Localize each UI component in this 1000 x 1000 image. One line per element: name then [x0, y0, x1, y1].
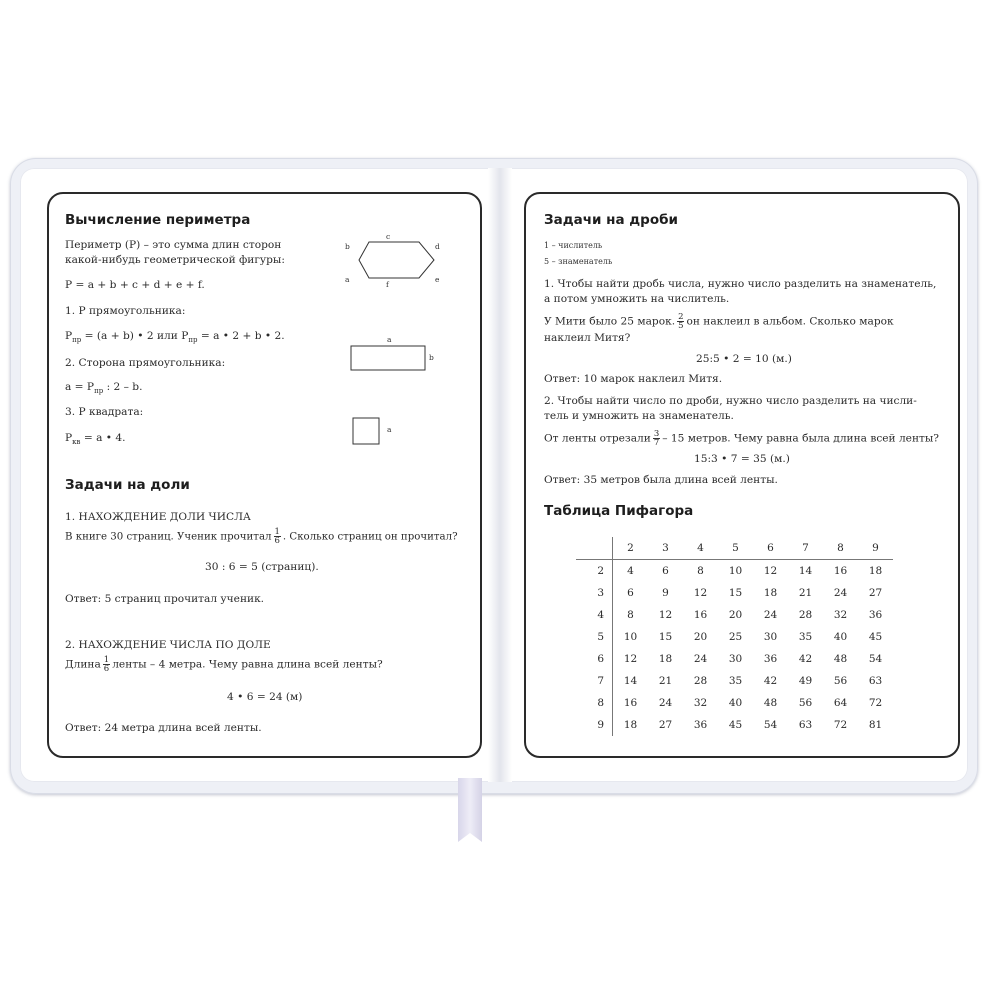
pythagoras-row [576, 714, 893, 736]
pythagoras-cell: 56 [833, 675, 848, 687]
pythagoras-column-header: 9 [858, 537, 893, 560]
denominator-note: 5 – знаменатель [544, 257, 613, 266]
pythagoras-cell: 30 [763, 631, 778, 643]
pythagoras-row-header: 2 [576, 560, 613, 583]
shares-part2-answer: Ответ: 24 метра длина всей ленты. [65, 722, 262, 734]
pythagoras-row-header: 8 [576, 692, 613, 714]
pythagoras-row [576, 604, 893, 626]
rule1-line2: а потом умножить на числитель. [544, 293, 730, 305]
perimeter-definition-line2: какой-нибудь геометрической фигуры: [65, 254, 285, 266]
pythagoras-cell: 20 [693, 631, 708, 643]
pythagoras-cell: 6 [662, 565, 669, 577]
fraction-one-sixth: $\frac{1}{6}$ [274, 527, 280, 546]
pythagoras-cell: 32 [693, 697, 708, 709]
pythagoras-cell: 32 [833, 609, 848, 621]
pythagoras-cell: 12 [763, 565, 778, 577]
pythagoras-cell: 24 [833, 587, 848, 599]
pythagoras-cell: 81 [868, 719, 883, 731]
pythagoras-cell: 18 [868, 565, 883, 577]
pythagoras-cell: 10 [728, 565, 743, 577]
square-label-a: a [387, 425, 392, 434]
fraction-two-fifths: $\frac{2}{5}$ [678, 312, 684, 331]
pythagoras-cell: 27 [868, 587, 883, 599]
side-formula: $a = P_{пр}$ : 2 – b. [65, 381, 143, 396]
pythagoras-cell: 48 [763, 697, 778, 709]
pythagoras-row-header: 5 [576, 626, 613, 648]
rule1-line1: 1. Чтобы найти дробь числа, нужно число разделить на знаменатель, [544, 278, 937, 290]
pythagoras-cell: 56 [798, 697, 813, 709]
pythagoras-cell: 48 [833, 653, 848, 665]
rule2-line2: тель и умножить на знаменатель. [544, 410, 734, 422]
rect-label-a: a [387, 335, 392, 344]
pythagoras-cell: 21 [798, 587, 813, 599]
pythagoras-cell: 27 [658, 719, 673, 731]
pythagoras-cell: 24 [693, 653, 708, 665]
rect-label-b: b [429, 353, 434, 362]
pythagoras-cell: 15 [728, 587, 743, 599]
pythagoras-cell: 9 [662, 587, 669, 599]
pythagoras-cell: 28 [693, 675, 708, 687]
rule2-line1: 2. Чтобы найти число по дроби, нужно число разделить на числи- [544, 395, 917, 407]
pythagoras-row-header: 7 [576, 670, 613, 692]
pythagoras-cell: 8 [627, 609, 634, 621]
hexagon-diagram [339, 230, 444, 288]
task1-answer: Ответ: 10 марок наклеил Митя. [544, 373, 723, 385]
pythagoras-cell: 54 [868, 653, 883, 665]
perimeter-definition-line1: Периметр (P) – это сумма длин сторон [65, 239, 282, 251]
side-heading: 2. Сторона прямоугольника: [65, 357, 226, 369]
pythagoras-column-header: 2 [613, 537, 649, 560]
pythagoras-cell: 4 [627, 565, 634, 577]
pythagoras-cell: 16 [693, 609, 708, 621]
pythagoras-cell: 42 [798, 653, 813, 665]
rectangle-diagram [349, 344, 429, 374]
perimeter-title: Вычисление периметра [65, 212, 251, 228]
square-heading: 3. P квадрата: [65, 406, 144, 418]
pythagoras-row [576, 560, 893, 583]
hex-label-d: d [435, 242, 440, 251]
pythagoras-cell: 8 [697, 565, 704, 577]
pythagoras-cell: 72 [868, 697, 883, 709]
shares-part2-calc: 4 • 6 = 24 (м) [227, 691, 303, 703]
pythagoras-cell: 25 [728, 631, 743, 643]
pythagoras-cell: 6 [627, 587, 634, 599]
pythagoras-column-header: 4 [683, 537, 718, 560]
shares-part1-calc: 30 : 6 = 5 (страниц). [205, 561, 319, 573]
pythagoras-cell: 15 [658, 631, 673, 643]
pythagoras-row [576, 626, 893, 648]
pythagoras-cell: 49 [798, 675, 813, 687]
pythagoras-row-header: 9 [576, 714, 613, 736]
pythagoras-cell: 10 [623, 631, 638, 643]
perimeter-formula: P = a + b + c + d + e + f. [65, 279, 205, 291]
task2-line1: От ленты отрезали $\frac{3}{7}$ – 15 метров. Чему равна была длина всей ленты? [544, 429, 939, 448]
pythagoras-row-header: 3 [576, 582, 613, 604]
pythagoras-cell: 40 [833, 631, 848, 643]
pythagoras-cell: 16 [623, 697, 638, 709]
numerator-note: 1 – числитель [544, 241, 603, 250]
pythagoras-row [576, 648, 893, 670]
pythagoras-corner [576, 537, 613, 560]
shares-part1-heading: 1. НАХОЖДЕНИЕ ДОЛИ ЧИСЛА [65, 511, 251, 523]
rectangle-heading: 1. P прямоугольника: [65, 305, 186, 317]
pythagoras-cell: 16 [833, 565, 848, 577]
hexagon-shape [359, 242, 434, 278]
pythagoras-cell: 21 [658, 675, 673, 687]
hex-label-a: a [345, 275, 350, 284]
pythagoras-cell: 12 [693, 587, 708, 599]
pythagoras-grid [576, 537, 893, 736]
pythagoras-column-header: 6 [753, 537, 788, 560]
pythagoras-cell: 42 [763, 675, 778, 687]
pythagoras-cell: 18 [763, 587, 778, 599]
pythagoras-column-header: 7 [788, 537, 823, 560]
pythagoras-cell: 28 [798, 609, 813, 621]
shares-title: Задачи на доли [65, 477, 190, 493]
task2-answer: Ответ: 35 метров была длина всей ленты. [544, 474, 778, 486]
pythagoras-cell: 35 [728, 675, 743, 687]
pythagoras-cell: 63 [868, 675, 883, 687]
pythagoras-cell: 45 [728, 719, 743, 731]
pythagoras-column-header: 8 [823, 537, 858, 560]
pythagoras-cell: 20 [728, 609, 743, 621]
fractions-title: Задачи на дроби [544, 212, 679, 228]
shares-part1-task: В книге 30 страниц. Ученик прочитал $\frac{1}{6}$ . Сколько страниц он прочитал? [65, 527, 458, 546]
pythagoras-cell: 14 [798, 565, 813, 577]
shares-part2-heading: 2. НАХОЖДЕНИЕ ЧИСЛА ПО ДОЛЕ [65, 639, 271, 651]
pythagoras-cell: 36 [763, 653, 778, 665]
task1-calc: 25:5 • 2 = 10 (м.) [696, 353, 792, 365]
pythagoras-cell: 40 [728, 697, 743, 709]
pythagoras-row-header: 4 [576, 604, 613, 626]
pythagoras-cell: 18 [623, 719, 638, 731]
hex-label-b: b [345, 242, 350, 251]
pythagoras-cell: 63 [798, 719, 813, 731]
pythagoras-table [576, 537, 893, 736]
pythagoras-cell: 45 [868, 631, 883, 643]
rectangle-formula: $P_{пр} = (a + b)$ • 2 или $P_{пр} = a$ • 2 + b • 2. [65, 330, 285, 345]
pythagoras-row [576, 670, 893, 692]
pythagoras-cell: 36 [693, 719, 708, 731]
fraction-one-sixth-2: $\frac{1}{6}$ [103, 655, 110, 674]
pythagoras-cell: 64 [833, 697, 848, 709]
square-diagram [351, 416, 383, 448]
pythagoras-cell: 30 [728, 653, 743, 665]
pythagoras-header-row [576, 537, 893, 560]
pythagoras-row [576, 582, 893, 604]
shares-part1-answer: Ответ: 5 страниц прочитал ученик. [65, 593, 265, 605]
pythagoras-column-header: 3 [648, 537, 683, 560]
hex-label-e: e [435, 275, 440, 284]
pythagoras-row [576, 692, 893, 714]
square-shape [353, 418, 379, 444]
task2-calc: 15:3 • 7 = 35 (м.) [694, 453, 790, 465]
pythagoras-cell: 36 [868, 609, 883, 621]
pythagoras-cell: 24 [658, 697, 673, 709]
pythagoras-title: Таблица Пифагора [544, 503, 694, 519]
page-gutter [488, 168, 512, 782]
pythagoras-cell: 24 [763, 609, 778, 621]
pythagoras-cell: 54 [763, 719, 778, 731]
square-formula: $P_{кв} = a$ • 4. [65, 432, 126, 447]
pythagoras-cell: 14 [623, 675, 638, 687]
hex-label-f: f [386, 280, 389, 289]
bookmark-ribbon[interactable] [458, 778, 482, 842]
pythagoras-column-header: 5 [718, 537, 753, 560]
shares-part2-task: Длина $\frac{1}{6}$ ленты – 4 метра. Чему равна длина всей ленты? [65, 655, 383, 674]
pythagoras-cell: 72 [833, 719, 848, 731]
pythagoras-cell: 18 [658, 653, 673, 665]
pythagoras-cell: 12 [658, 609, 673, 621]
pythagoras-cell: 12 [623, 653, 638, 665]
left-page-panel [47, 192, 482, 758]
task1-line2: наклеил Митя? [544, 332, 631, 344]
right-page-panel [524, 192, 960, 758]
task1-line1: У Мити было 25 марок. $\frac{2}{5}$ он наклеил в альбом. Сколько марок [544, 312, 894, 331]
pythagoras-cell: 35 [798, 631, 813, 643]
pythagoras-row-header: 6 [576, 648, 613, 670]
fraction-three-sevenths: $\frac{3}{7}$ [653, 429, 660, 448]
hex-label-c: c [386, 232, 391, 241]
rectangle-shape [351, 346, 425, 370]
